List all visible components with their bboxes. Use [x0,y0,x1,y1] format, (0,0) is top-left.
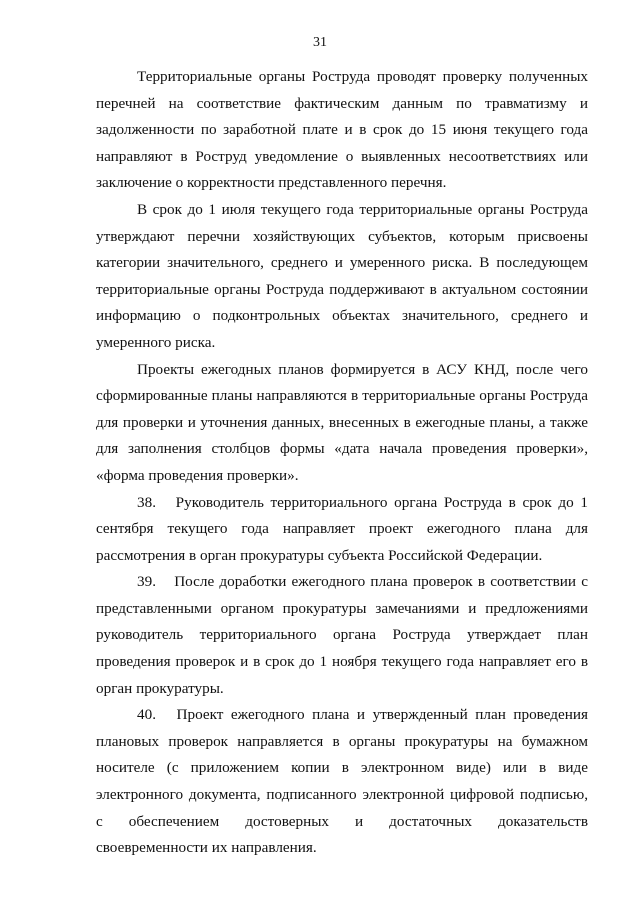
paragraph [96,357,588,490]
numbered-paragraph [96,702,588,862]
paragraph-text: Территориальные органы Роструда проводят проверку полученных перечней на соответствие фактическим данным по травматизму и задолженности по заработной плате и в срок до 15 июня текущего года направляют в Роструд уведомление о выявленных несоответствиях или заключение о корректности представленного перечня. [96,68,588,192]
paragraph-text: Проект ежегодного плана и утвержденный план проведения плановых проверок направляется в органы прокуратуры на бумажном носителе (с приложением копии в электронном виде) или в виде электронного документа, подписанного электронной цифровой подписью, с обеспечением достоверных и достаточных доказательств своевременности их направления. [96,706,589,857]
paragraph-text: Руководитель территориального органа Роструда в срок до 1 сентября текущего года направляет проект ежегодного плана для рассмотрения в орган прокуратуры субъекта Российской Федерации. [96,493,589,564]
page-number: 31 [313,35,327,50]
paragraph-text: В срок до 1 июля текущего года территориальные органы Роструда утверждают перечни хозяйствующих субъектов, которым присвоены категории значительного, среднего и умеренного риска. В последующем территориальные органы Роструда поддерживают в актуальном состоянии информацию о подконтрольных объектах значительного, среднего и умеренного риска. [96,200,588,351]
paragraph-number: 38. [137,493,156,511]
document-body [96,64,588,862]
paragraph-number: 39. [137,573,156,591]
paragraph [96,197,588,357]
numbered-paragraph [96,490,588,570]
paragraph-number: 40. [137,706,156,724]
numbered-paragraph [96,569,588,702]
paragraph-text: После доработки ежегодного плана проверок в соответствии с представленными органом прокуратуры замечаниями и предложениями руководитель территориального органа Роструда утверждает план проведения проверок и в срок до 1 ноября текущего года направляет его в орган прокуратуры. [96,573,589,697]
paragraph [96,64,588,197]
paragraph-text: Проекты ежегодных планов формируется в АСУ КНД, после чего сформированные планы направляются в территориальные органы Роструда для проверки и уточнения данных, внесенных в ежегодные планы, а также для заполнения столбцов формы «дата начала проведения проверки», «форма проведения проверки». [96,360,588,484]
